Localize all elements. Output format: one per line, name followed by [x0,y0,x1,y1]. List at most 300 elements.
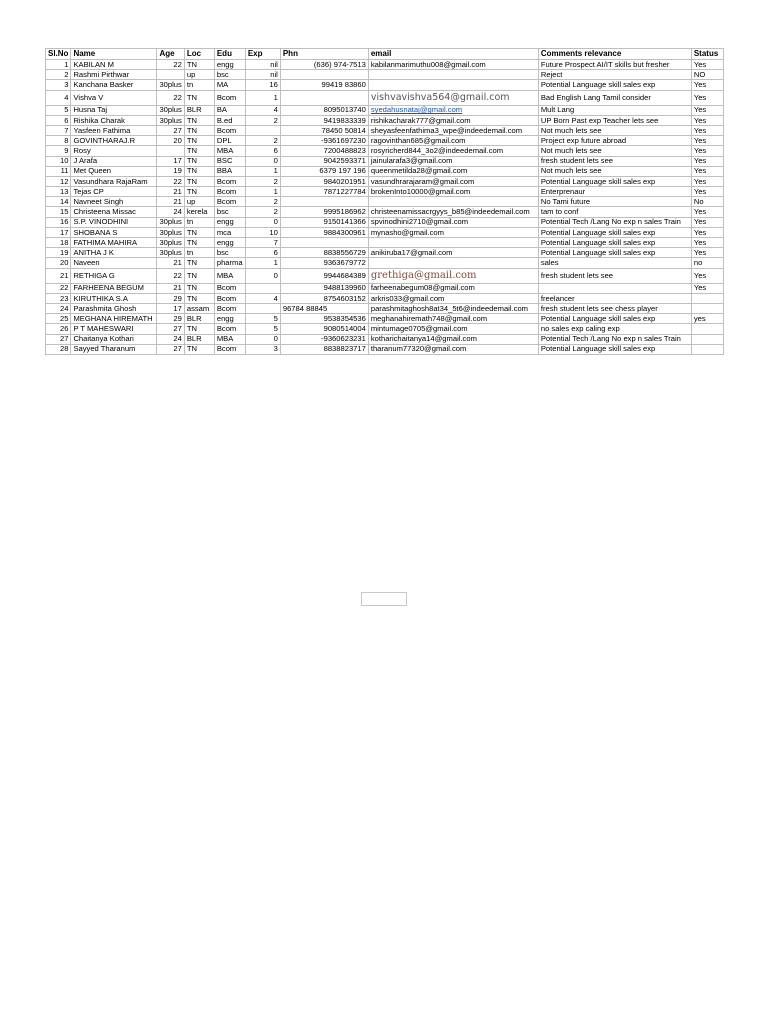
cell-email: rishikacharak777@gmail.com [368,115,538,125]
cell-age [157,146,184,156]
cell-edu: engg [214,60,245,70]
cell-phone: 9944684389 [280,268,368,283]
cell-phone: 9150141366 [280,217,368,227]
cell-phone: 96784 88845 [280,303,368,313]
cell-slno: 22 [46,283,71,293]
cell-slno: 11 [46,166,71,176]
cell-status [691,324,723,334]
cell-exp: 1 [245,166,280,176]
cell-edu: Bcom [214,197,245,207]
cell-exp [245,125,280,135]
cell-edu: MBA [214,146,245,156]
cell-status [691,344,723,354]
cell-comments: fresh student lets see chess player [538,303,691,313]
cell-slno: 9 [46,146,71,156]
cell-email: meghanahiremath748@gmail.com [368,314,538,324]
cell-loc: TN [184,156,214,166]
cell-email: jainularafa3@gmail.com [368,156,538,166]
cell-email: vasundhrarajaram@gmail.com [368,176,538,186]
cell-loc: TN [184,324,214,334]
table-row [46,268,724,283]
cell-edu: bsc [214,248,245,258]
cell-age [157,70,184,80]
cell-email: sheyasfeenfathima3_wpe@indeedemail.com [368,125,538,135]
cell-edu: MBA [214,268,245,283]
cell-name: P T MAHESWARI [71,324,157,334]
cell-age: 27 [157,125,184,135]
cell-comments [538,283,691,293]
cell-email: queenmetilda28@gmail.com [368,166,538,176]
cell-exp: 5 [245,314,280,324]
cell-email[interactable]: syedahusnataj@gmail.com [368,105,538,115]
cell-age: 30plus [157,80,184,90]
cell-age: 22 [157,176,184,186]
cell-email [368,197,538,207]
cell-comments: Potential Language skill sales exp [538,80,691,90]
cell-phone: 9840201951 [280,176,368,186]
cell-age: 21 [157,197,184,207]
cell-loc: tn [184,217,214,227]
cell-name: Kanchana Basker [71,80,157,90]
table-row [46,90,724,105]
cell-loc: TN [184,283,214,293]
cell-edu: Bcom [214,283,245,293]
cell-slno: 23 [46,293,71,303]
cell-email [368,238,538,248]
cell-exp: 2 [245,207,280,217]
cell-name: FARHEENA BEGUM [71,283,157,293]
cell-age: 27 [157,344,184,354]
cell-exp [245,303,280,313]
cell-edu: engg [214,217,245,227]
cell-status: Yes [691,115,723,125]
cell-comments: Potential Language skill sales exp [538,344,691,354]
cell-edu: engg [214,238,245,248]
cell-loc: TN [184,146,214,156]
cell-exp: 6 [245,146,280,156]
cell-slno: 4 [46,90,71,105]
cell-email [368,258,538,268]
table-row [46,303,724,313]
cell-status: Yes [691,125,723,135]
cell-name: MEGHANA HIREMATH [71,314,157,324]
cell-slno: 20 [46,258,71,268]
table-row [46,115,724,125]
header-status: Status [691,49,723,60]
cell-status: Yes [691,156,723,166]
cell-edu: BSC [214,156,245,166]
cell-comments: UP Born Past exp Teacher lets see [538,115,691,125]
cell-slno: 8 [46,136,71,146]
cell-phone: 78450 50814 [280,125,368,135]
cell-exp: 1 [245,187,280,197]
cell-email: rosyricherd844_3o2@indeedemail.com [368,146,538,156]
cell-name: Naveen [71,258,157,268]
cell-loc: tn [184,248,214,258]
cell-comments: Project exp future abroad [538,136,691,146]
cell-phone: 8754603152 [280,293,368,303]
cell-age: 27 [157,324,184,334]
cell-exp: 1 [245,90,280,105]
table-row [46,80,724,90]
cell-phone [280,70,368,80]
cell-status: Yes [691,217,723,227]
cell-edu: Bcom [214,293,245,303]
cell-age: 21 [157,258,184,268]
cell-email: brokenInto10000@gmail.com [368,187,538,197]
cell-edu: B.ed [214,115,245,125]
cell-comments: sales [538,258,691,268]
cell-slno: 2 [46,70,71,80]
cell-edu: BA [214,105,245,115]
cell-exp: 1 [245,258,280,268]
cell-edu: DPL [214,136,245,146]
cell-edu: Bcom [214,176,245,186]
header-row [46,49,724,60]
cell-status: Yes [691,238,723,248]
cell-slno: 19 [46,248,71,258]
table-row [46,248,724,258]
cell-email: parashmitaghosh8at34_5t6@indeedemail.com [368,303,538,313]
cell-exp: 7 [245,238,280,248]
cell-loc: kerela [184,207,214,217]
cell-name: Vasundhara RajaRam [71,176,157,186]
cell-phone [280,197,368,207]
table-row [46,207,724,217]
cell-slno: 14 [46,197,71,207]
cell-exp: 0 [245,334,280,344]
cell-slno: 24 [46,303,71,313]
cell-comments: fresh student lets see [538,268,691,283]
cell-exp: 4 [245,105,280,115]
cell-loc: TN [184,268,214,283]
table-body [46,60,724,355]
cell-status: Yes [691,105,723,115]
cell-loc: assam [184,303,214,313]
cell-email: christeenamissacrgyys_b85@indeedemail.com [368,207,538,217]
cell-comments: freelancer [538,293,691,303]
cell-slno: 7 [46,125,71,135]
table-row [46,227,724,237]
cell-phone: 9884300961 [280,227,368,237]
cell-edu: Bcom [214,303,245,313]
cell-status: Yes [691,227,723,237]
cell-loc: BLR [184,105,214,115]
cell-comments: Mult Lang [538,105,691,115]
cell-name: Met Queen [71,166,157,176]
cell-name: KIRUTHIKA S.A [71,293,157,303]
cell-edu: Bcom [214,324,245,334]
cell-comments: Not much lets see [538,166,691,176]
cell-slno: 5 [46,105,71,115]
cell-phone: (636) 974-7513 [280,60,368,70]
cell-comments: no sales exp caling exp [538,324,691,334]
cell-edu: MA [214,80,245,90]
cell-loc: TN [184,60,214,70]
cell-name: Vishva V [71,90,157,105]
table-row [46,146,724,156]
cell-slno: 6 [46,115,71,125]
cell-status [691,334,723,344]
cell-name: SHOBANA S [71,227,157,237]
cell-loc: TN [184,125,214,135]
cell-comments: tam to conf [538,207,691,217]
cell-email: vishvavishva564@gmail.com [368,90,538,105]
cell-loc: tn [184,80,214,90]
cell-phone [280,90,368,105]
cell-loc: TN [184,176,214,186]
cell-exp: 16 [245,80,280,90]
cell-slno: 25 [46,314,71,324]
cell-edu: bsc [214,207,245,217]
candidate-spreadsheet [45,48,724,355]
cell-phone: 8838823717 [280,344,368,354]
cell-slno: 3 [46,80,71,90]
cell-email: tharanum77320@gmail.com [368,344,538,354]
cell-loc: TN [184,344,214,354]
cell-email: kotharichaitanya14@gmail.com [368,334,538,344]
cell-name: Tejas CP [71,187,157,197]
cell-name: KABILAN M [71,60,157,70]
cell-status: Yes [691,187,723,197]
header-edu: Edu [214,49,245,60]
cell-comments: Potential Language skill sales exp [538,176,691,186]
cell-comments: Not much lets see [538,125,691,135]
cell-slno: 17 [46,227,71,237]
cell-age: 24 [157,334,184,344]
cell-status: Yes [691,90,723,105]
table-row [46,324,724,334]
cell-slno: 13 [46,187,71,197]
cell-edu: Bcom [214,187,245,197]
cell-phone: 7871227784 [280,187,368,197]
cell-slno: 1 [46,60,71,70]
cell-age: 17 [157,303,184,313]
cell-comments: fresh student lets see [538,156,691,166]
cell-exp: 2 [245,136,280,146]
table-row [46,258,724,268]
cell-age: 24 [157,207,184,217]
table-row [46,293,724,303]
header-comments: Comments relevance [538,49,691,60]
cell-age: 30plus [157,105,184,115]
cell-email: farheenabegum08@gmail.com [368,283,538,293]
cell-edu: bsc [214,70,245,80]
table-row [46,314,724,324]
cell-loc: TN [184,90,214,105]
cell-status: NO [691,70,723,80]
cell-name: Rashmi Pirthwar [71,70,157,80]
cell-exp: 6 [245,248,280,258]
cell-loc: TN [184,238,214,248]
cell-phone: 9042593371 [280,156,368,166]
cell-status: yes [691,314,723,324]
cell-comments: Bad English Lang Tamil consider [538,90,691,105]
table-row [46,176,724,186]
empty-cell-box [361,592,407,606]
cell-phone: -9360623231 [280,334,368,344]
cell-slno: 15 [46,207,71,217]
cell-exp: 2 [245,197,280,207]
cell-phone: 6379 197 196 [280,166,368,176]
table-row [46,60,724,70]
cell-slno: 28 [46,344,71,354]
cell-exp: 0 [245,156,280,166]
cell-age: 21 [157,283,184,293]
cell-loc: BLR [184,334,214,344]
cell-comments: Potential Tech /Lang No exp n sales Train [538,217,691,227]
cell-status: Yes [691,60,723,70]
table-row [46,187,724,197]
cell-comments: No Tami future [538,197,691,207]
cell-age: 22 [157,90,184,105]
cell-comments: Potential Language skill sales exp [538,238,691,248]
table-row [46,217,724,227]
cell-exp [245,283,280,293]
cell-age: 29 [157,293,184,303]
cell-edu: Bcom [214,90,245,105]
cell-name: Parashmita Ghosh [71,303,157,313]
header-age: Age [157,49,184,60]
cell-email [368,70,538,80]
cell-name: FATHIMA MAHIRA [71,238,157,248]
cell-age: 19 [157,166,184,176]
cell-status [691,293,723,303]
table-row [46,125,724,135]
cell-email: grethiga@gmail.com [368,268,538,283]
cell-comments: Not much lets see [538,146,691,156]
cell-phone: 9419833339 [280,115,368,125]
cell-name: J Arafa [71,156,157,166]
cell-status: Yes [691,176,723,186]
cell-phone: 9080514004 [280,324,368,334]
cell-name: Chaitanya Kothari [71,334,157,344]
header-loc: Loc [184,49,214,60]
cell-name: Christeena Missac [71,207,157,217]
cell-phone [280,238,368,248]
cell-slno: 16 [46,217,71,227]
cell-age: 30plus [157,227,184,237]
cell-name: RETHIGA G [71,268,157,283]
cell-slno: 10 [46,156,71,166]
table-row [46,334,724,344]
cell-name: Sayyed Tharanum [71,344,157,354]
cell-phone: 9538354536 [280,314,368,324]
cell-loc: TN [184,187,214,197]
header-phn: Phn [280,49,368,60]
cell-status: Yes [691,283,723,293]
header-exp: Exp [245,49,280,60]
table-row [46,283,724,293]
cell-age: 21 [157,187,184,197]
cell-phone: 8095013740 [280,105,368,115]
cell-age: 30plus [157,238,184,248]
cell-exp: 2 [245,176,280,186]
table-row [46,70,724,80]
cell-name: Husna Taj [71,105,157,115]
table-row [46,238,724,248]
cell-loc: BLR [184,314,214,324]
cell-name: Rishika Charak [71,115,157,125]
cell-edu: MBA [214,334,245,344]
cell-exp: 0 [245,268,280,283]
cell-age: 30plus [157,248,184,258]
cell-age: 30plus [157,115,184,125]
cell-phone: -9361697230 [280,136,368,146]
cell-loc: TN [184,115,214,125]
cell-comments: Potential Tech /Lang No exp n sales Train [538,334,691,344]
cell-email: ragovinthan685@gmail.com [368,136,538,146]
cell-comments: Reject [538,70,691,80]
cell-age: 30plus [157,217,184,227]
cell-status: no [691,258,723,268]
table-row [46,197,724,207]
cell-exp: 3 [245,344,280,354]
cell-edu: BBA [214,166,245,176]
cell-loc: up [184,70,214,80]
cell-edu: Bcom [214,125,245,135]
table-row [46,166,724,176]
cell-name: S.P. VINODHINI [71,217,157,227]
cell-edu: engg [214,314,245,324]
cell-phone: 9363679772 [280,258,368,268]
cell-edu: mca [214,227,245,237]
cell-name: GOVINTHARAJ.R [71,136,157,146]
cell-slno: 27 [46,334,71,344]
cell-exp: nil [245,70,280,80]
cell-loc: up [184,197,214,207]
cell-comments: Enterprenaur [538,187,691,197]
cell-loc: TN [184,227,214,237]
cell-phone: 9488139960 [280,283,368,293]
table-row [46,156,724,166]
cell-status: Yes [691,207,723,217]
cell-slno: 12 [46,176,71,186]
header-email: email [368,49,538,60]
cell-comments: Potential Language skill sales exp [538,227,691,237]
cell-status: Yes [691,166,723,176]
cell-email: kabilanmarimuthu008@gmail.com [368,60,538,70]
cell-slno: 21 [46,268,71,283]
cell-status: Yes [691,268,723,283]
cell-name: Rosy [71,146,157,156]
header-slno: Sl.No [46,49,71,60]
cell-email: mynasho@gmail.com [368,227,538,237]
cell-exp: 10 [245,227,280,237]
cell-status: Yes [691,80,723,90]
cell-loc: TN [184,293,214,303]
cell-status [691,303,723,313]
cell-slno: 26 [46,324,71,334]
cell-edu: Bcom [214,344,245,354]
cell-status: Yes [691,146,723,156]
cell-age: 17 [157,156,184,166]
cell-edu: pharma [214,258,245,268]
cell-age: 29 [157,314,184,324]
cell-comments: Potential Language skill sales exp [538,314,691,324]
cell-phone: 8838556729 [280,248,368,258]
cell-name: Navneet Singh [71,197,157,207]
cell-comments: Future Prospect AI/IT skills but fresher [538,60,691,70]
cell-email: mintumage0705@gmail.com [368,324,538,334]
cell-age: 20 [157,136,184,146]
cell-phone: 99419 83860 [280,80,368,90]
cell-name: ANITHA J K [71,248,157,258]
cell-name: Yasfeen Fathima [71,125,157,135]
cell-status: Yes [691,248,723,258]
cell-exp: nil [245,60,280,70]
cell-age: 22 [157,268,184,283]
